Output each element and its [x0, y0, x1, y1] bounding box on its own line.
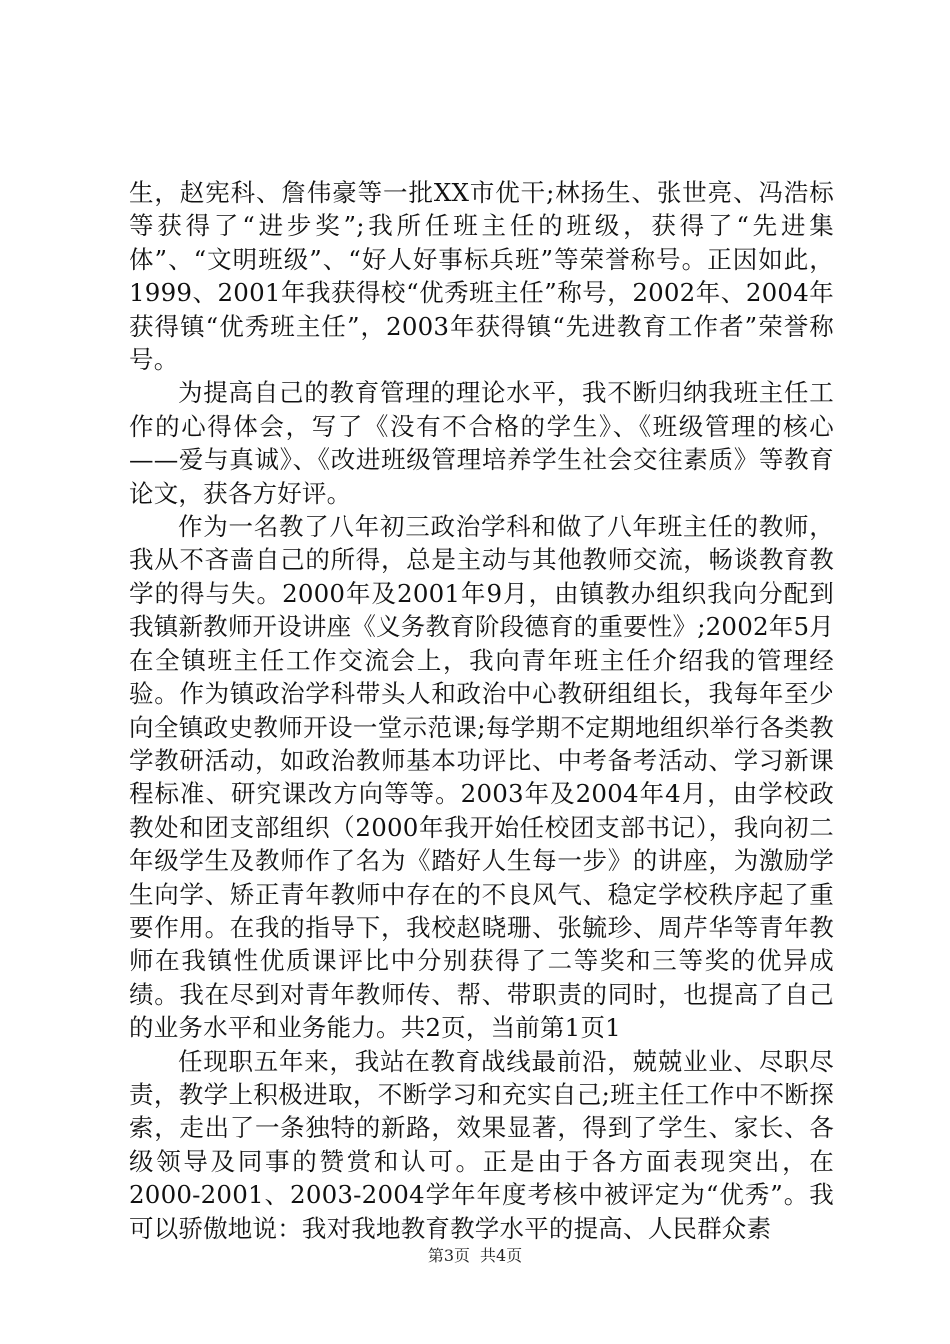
page-number: 第3页	[427, 1246, 470, 1265]
paragraph-4: 任现职五年来，我站在教育战线最前沿，兢兢业业、尽职尽责，教学上积极进取，不断学习和充实自己;班主任工作中不断探索，走出了一条独特的新路，效果显著，得到了学生、家长、各级领导及同事的赞赏和认可。正是由于各方面表现突出，在2000-2001、2003-2004学年年度考核中被评定为“优秀”。我可以骄傲地说：我对我地教育教学水平的提高、人民群众素	[129, 1046, 834, 1243]
paragraph-2: 为提高自己的教育管理的理论水平，我不断归纳我班主任工作的心得体会，写了《没有不合格的学生》、《班级管理的核心——爱与真诚》、《改进班级管理培养学生社会交往素质》等教育论文，获各方好评。	[129, 378, 834, 508]
page-footer	[0, 1243, 950, 1266]
page-total: 共4页	[480, 1246, 523, 1265]
paragraph-1: 生，赵宪科、詹伟豪等一批XX市优干;林扬生、张世亮、冯浩标等获得了“进步奖”;我所任班主任的班级，获得了“先进集体”、“文明班级”、“好人好事标兵班”等荣誉称号。正因如此，1999、2001年我获得校“优秀班主任”称号，2002年、2004年获得镇“优秀班主任”，2003年获得镇“先进教育工作者”荣誉称号。	[129, 178, 834, 375]
paragraph-3: 作为一名教了八年初三政治学科和做了八年班主任的教师，我从不吝啬自己的所得，总是主动与其他教师交流，畅谈教育教学的得与失。2000年及2001年9月，由镇教办组织我向分配到我镇新教师开设讲座《义务教育阶段德育的重要性》;2002年5月在全镇班主任工作交流会上，我向青年班主任介绍我的管理经验。作为镇政治学科带头人和政治中心教研组组长，我每年至少向全镇政史教师开设一堂示范课;每学期不定期地组织举行各类教学教研活动，如政治教师基本功评比、中考备考活动、学习新课程标准、研究课改方向等等。2003年及2004年4月，由学校政教处和团支部组织（2000年我开始任校团支部书记），我向初二年级学生及教师作了名为《踏好人生每一步》的讲座，为激励学生向学、矫正青年教师中存在的不良风气、稳定学校秩序起了重要作用。在我的指导下，我校赵晓珊、张毓珍、周芹华等青年教师在我镇性优质课评比中分别获得了二等奖和三等奖的优异成绩。我在尽到对青年教师传、帮、带职责的同时，也提高了自己的业务水平和业务能力。共2页，当前第1页1	[129, 512, 834, 1043]
document-body	[129, 176, 834, 1245]
